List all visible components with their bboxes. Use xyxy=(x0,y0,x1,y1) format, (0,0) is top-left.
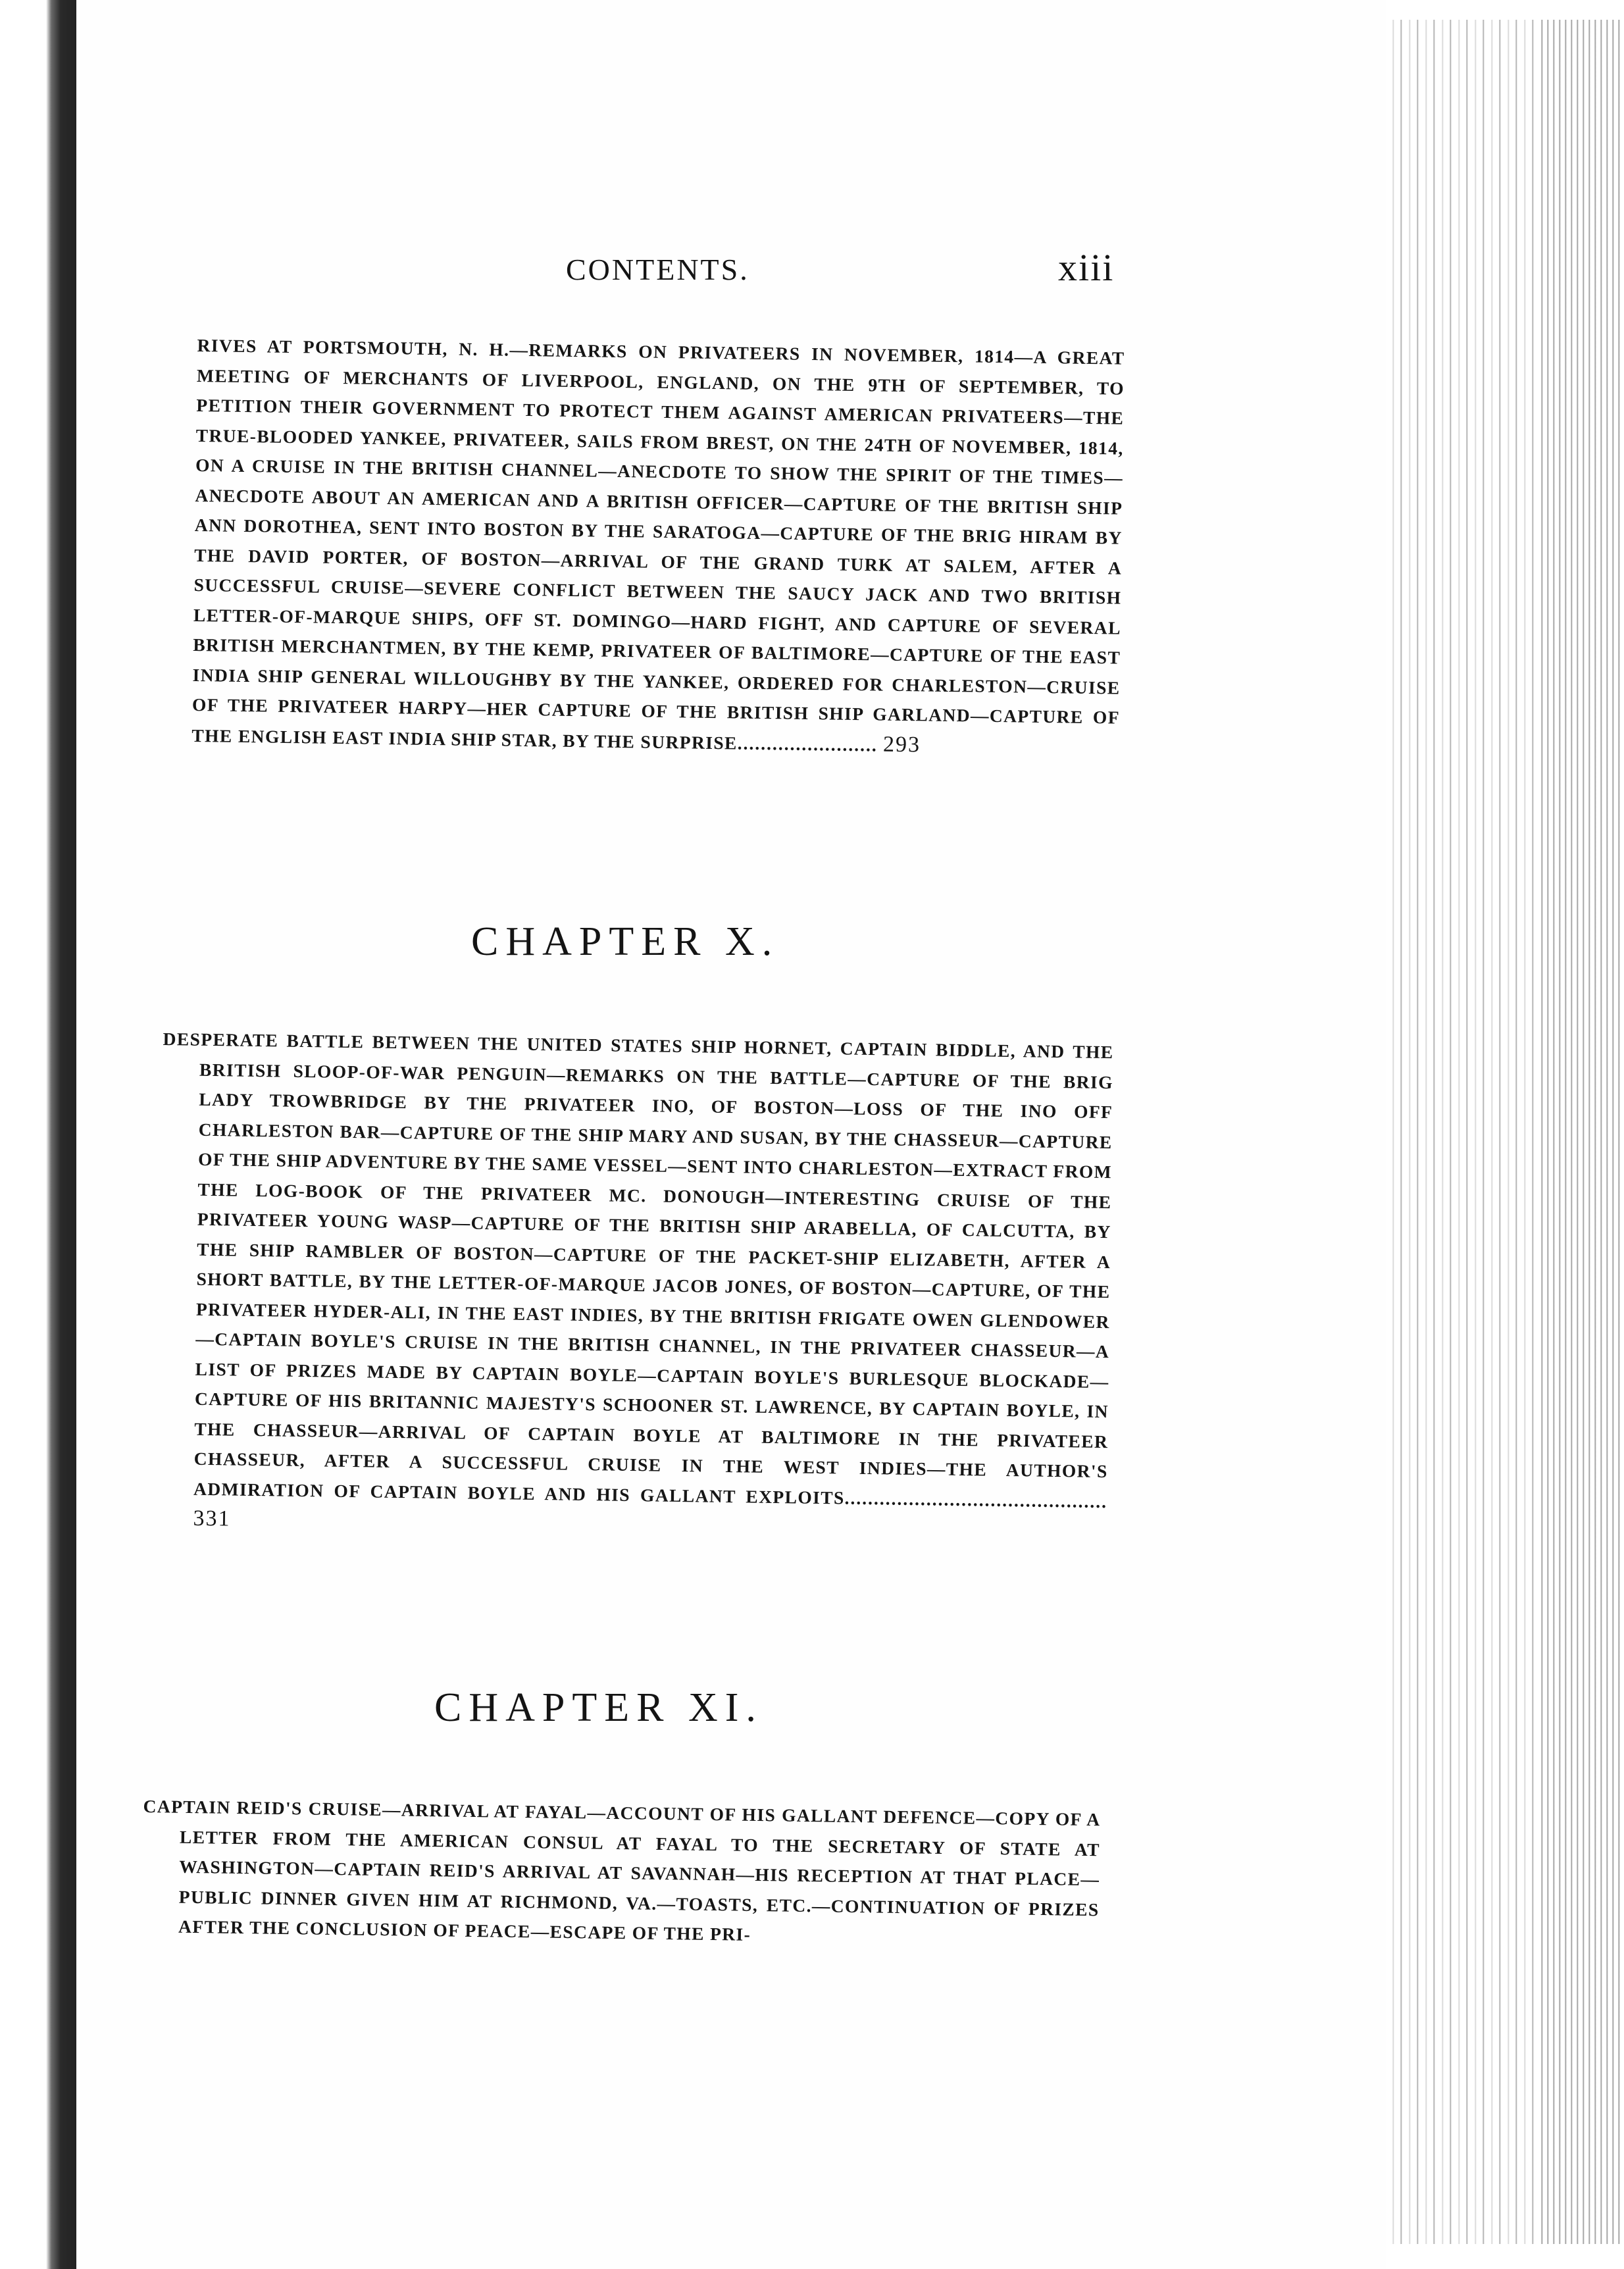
chapter-x-summary-text: DESPERATE BATTLE BETWEEN THE UNITED STATES SHIP HORNET, CAPTAIN BIDDLE, AND THE BRITISH SLOOP-OF-WAR PENGUIN—REMARKS ON THE BATTLE—CAPTURE OF THE BRIG LADY TROWBRIDGE BY THE PRIVATEER INO, OF BOSTON—LOSS OF THE INO OFF CHARLESTON BAR—CAPTURE OF THE SHIP MARY AND SUSAN, BY THE CHASSEUR—CAPTURE OF THE SHIP ADVENTURE BY THE SAME VESSEL—SENT INTO CHARLESTON—EXTRACT FROM THE LOG-BOOK OF THE PRIVATEER MC. DONOUGH—INTERESTING CRUISE OF THE PRIVATEER YOUNG WASP—CAPTURE OF THE BRITISH SHIP ARABELLA, OF CALCUTTA, BY THE SHIP RAMBLER OF BOSTON—CAPTURE OF THE PACKET-SHIP ELIZABETH, AFTER A SHORT BATTLE, BY THE LETTER-OF-MARQUE JACOB JONES, OF BOSTON—CAPTURE, OF THE PRIVATEER HYDER-ALI, IN THE EAST INDIES, BY THE BRITISH FRIGATE OWEN GLENDOWER—CAPTAIN BOYLE'S CRUISE IN THE BRITISH CHANNEL, IN THE PRIVATEER CHASSEUR—A LIST OF PRIZES MADE BY CAPTAIN BOYLE—CAPTAIN BOYLE'S BURLESQUE BLOCKADE—CAPTURE OF HIS BRITANNIC MAJESTY'S SCHOONER ST. LAWRENCE, BY CAPTAIN BOYLE, IN THE CHASSEUR—ARRIVAL OF CAPTAIN BOYLE AT BALTIMORE IN THE PRIVATEER CHASSEUR, AFTER A SUCCESSFUL CRUISE IN THE WEST INDIES—THE AUTHOR'S ADMIRATION OF CAPTAIN BOYLE AND HIS GALLANT EXPLOITS xyxy=(163,1028,1114,1508)
chapter-x-heading: CHAPTER X. xyxy=(471,919,780,964)
stacked-page-edges xyxy=(1386,20,1624,2244)
book-gutter-shadow xyxy=(0,0,76,2269)
dot-leader: ............................................. xyxy=(844,1487,1108,1512)
chapter-ix-contents-continuation xyxy=(191,330,1125,763)
page-number: xiii xyxy=(1058,246,1115,289)
chapter-x-contents xyxy=(156,1024,1114,1547)
running-title: CONTENTS. xyxy=(566,253,749,286)
page-edge-rim xyxy=(1537,20,1624,2244)
chapter-x-summary xyxy=(156,1024,1114,1547)
chapter-ix-page-ref: 293 xyxy=(882,732,921,757)
chapter-ix-summary xyxy=(191,330,1125,763)
chapter-xi-heading: CHAPTER XI. xyxy=(434,1685,763,1730)
chapter-xi-summary-text: CAPTAIN REID'S CRUISE—ARRIVAL AT FAYAL—ACCOUNT OF HIS GALLANT DEFENCE—COPY OF A LETTER FROM THE AMERICAN CONSUL AT FAYAL TO THE SECRETARY OF STATE AT WASHINGTON—CAPTAIN REID'S ARRIVAL AT SAVANNAH—HIS RECEPTION AT THAT PLACE—PUBLIC DINNER GIVEN HIM AT RICHMOND, VA.—TOASTS, ETC.—CONTINUATION OF PRIZES AFTER THE CONCLUSION OF PEACE—ESCAPE OF THE PRI- xyxy=(143,1795,1101,1945)
dot-leader: ........................ xyxy=(737,732,878,755)
chapter-x-page-ref: 331 xyxy=(193,1506,231,1531)
chapter-xi-summary xyxy=(141,1791,1101,1954)
chapter-ix-summary-text: RIVES AT PORTSMOUTH, N. H.—REMARKS ON PRIVATEERS IN NOVEMBER, 1814—A GREAT MEETING OF MERCHANTS OF LIVERPOOL, ENGLAND, ON THE 9TH OF SEPTEMBER, TO PETITION THEIR GOVERNMENT TO PROTECT THEM AGAINST AMERICAN PRIVATEERS—THE TRUE-BLOODED YANKEE, PRIVATEER, SAILS FROM BREST, ON THE 24TH OF NOVEMBER, 1814, ON A CRUISE IN THE BRITISH CHANNEL—ANECDOTE TO SHOW THE SPIRIT OF THE TIMES—ANECDOTE ABOUT AN AMERICAN AND A BRITISH OFFICER—CAPTURE OF THE BRITISH SHIP ANN DOROTHEA, SENT INTO BOSTON BY THE SARATOGA—CAPTURE OF THE BRIG HIRAM BY THE DAVID PORTER, OF BOSTON—ARRIVAL OF THE GRAND TURK AT SALEM, AFTER A SUCCESSFUL CRUISE—SEVERE CONFLICT BETWEEN THE SAUCY JACK AND TWO BRITISH LETTER-OF-MARQUE SHIPS, OFF ST. DOMINGO—HARD FIGHT, AND CAPTURE OF SEVERAL BRITISH MERCHANTMEN, BY THE KEMP, PRIVATEER OF BALTIMORE—CAPTURE OF THE EAST INDIA SHIP GENERAL WILLOUGHBY BY THE YANKEE, ORDERED FOR CHARLESTON—CRUISE OF THE PRIVATEER HARPY—HER CAPTURE OF THE BRITISH SHIP GARLAND—CAPTURE OF THE ENGLISH EAST INDIA SHIP STAR, BY THE SURPRISE xyxy=(191,334,1125,753)
chapter-xi-contents xyxy=(141,1791,1101,1954)
